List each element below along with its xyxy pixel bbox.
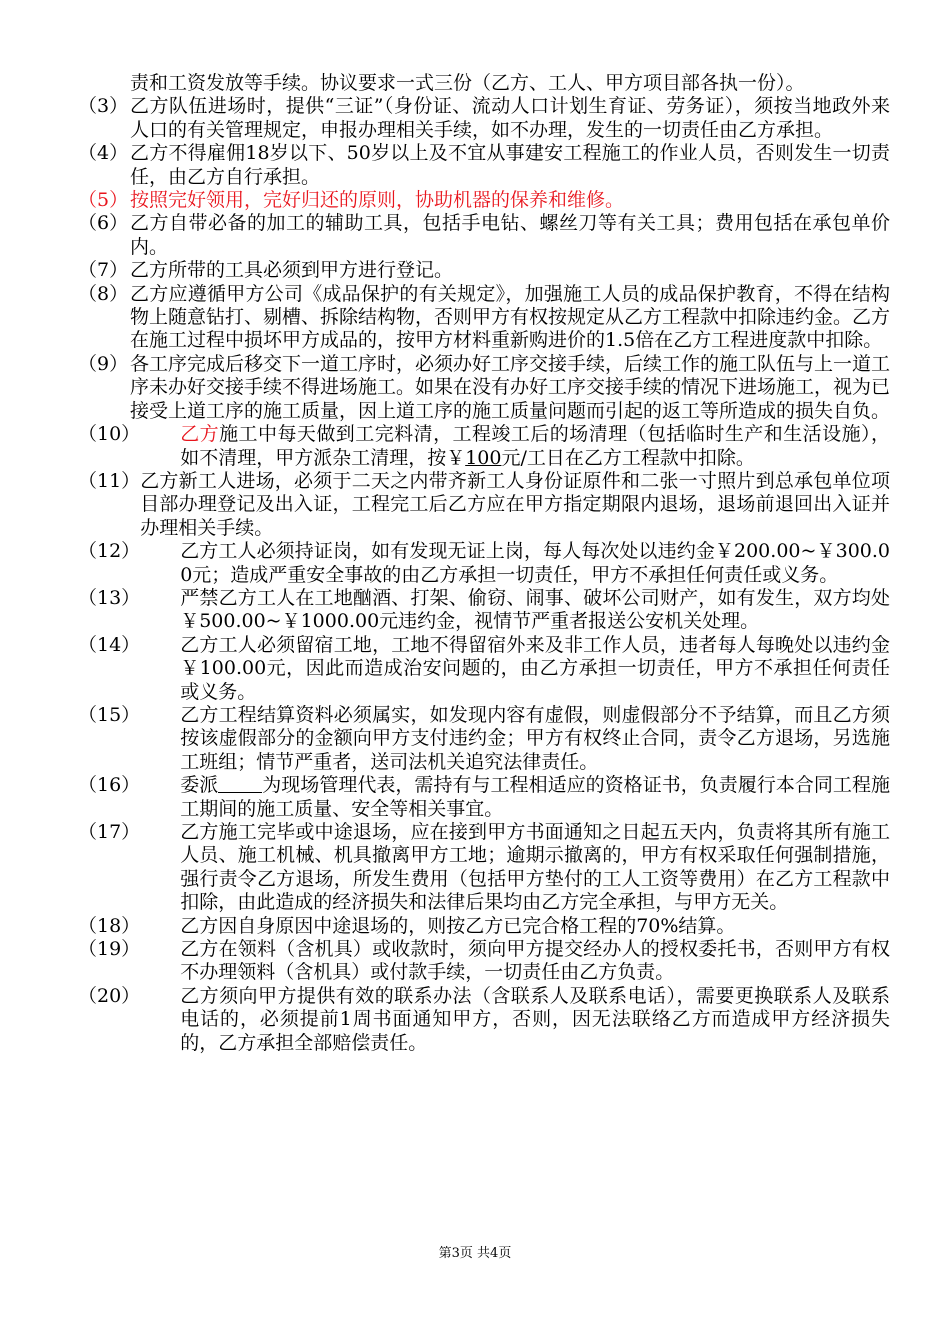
blank-underline [218, 774, 262, 793]
clause-text: 严禁乙方工人在工地酗酒、打架、偷窃、闹事、破坏公司财产，如有发生，双方均处￥500.00~￥1000.00元违约金，视情节严重者报送公安机关处理。 [180, 586, 890, 633]
clause-text: 按照完好领用，完好归还的原则，协助机器的保养和维修。 [130, 189, 625, 212]
clause-number: （8） [78, 282, 129, 305]
clause-12 [78, 540, 890, 587]
clause-number: （9） [78, 352, 129, 375]
clause-20 [78, 985, 890, 1055]
clause-text-part: 为现场管理代表，需持有与工程相适应的资格证书，负责履行本合同工程施工期间的施工质量、安全等相关事宜。 [180, 774, 890, 820]
clause-number: （5） [78, 189, 129, 212]
clause-number: （16） [78, 774, 141, 797]
clause-text [140, 774, 890, 821]
clause-15 [78, 704, 890, 774]
clause-number: （11） [78, 469, 141, 492]
clause-text-part: 元/工日在乙方工程款中扣除。 [501, 446, 755, 469]
clause-text: 乙方在领料（含机具）或收款时，须向甲方提交经办人的授权委托书，否则甲方有权不办理领料（含机具）或付款手续，一切责任由乙方负责。 [180, 938, 890, 984]
clause-number: （19） [78, 938, 141, 961]
clause-text-part: 施工中每天做到工完料清，工程竣工后的场清理（包括临时生产和生活设施），如不清理，甲方派杂工清理，按￥ [180, 423, 890, 469]
clause-list [78, 72, 890, 1055]
clause-4 [78, 142, 890, 189]
clause-number: （17） [78, 821, 141, 843]
clause-8 [78, 283, 890, 353]
clause-17 [78, 821, 890, 915]
clause-number: （15） [78, 703, 141, 726]
page-footer: 第3页 共4页 [438, 1246, 512, 1261]
clause-number: （14） [78, 633, 141, 656]
clause-text: 乙方自带必备的加工的辅助工具，包括手电钻、螺丝刀等有关工具；费用包括在承包单价内。 [130, 212, 890, 258]
clause-10 [78, 423, 890, 470]
clause-text: 乙方不得雇佣18岁以下、50岁以上及不宜从事建安工程施工的作业人员，否则发生一切责任，由乙方自行承担。 [130, 142, 890, 188]
clause-text [140, 423, 890, 470]
clause-text: 乙方工程结算资料必须属实，如发现内容有虚假，则虚假部分不予结算，而且乙方须按该虚假部分的金额向甲方支付违约金；甲方有权终止合同，责令乙方退场，另选施工班组；情节严重者，送司法机关追究法律责任。 [180, 703, 890, 773]
clause-text: 乙方新工人进场，必须于二天之内带齐新工人身份证原件和二张一寸照片到总承包单位项目部办理登记及出入证，工程完工后乙方应在甲方指定期限内退场，退场前退回出入证并办理相关手续。 [140, 469, 890, 539]
clause-13 [78, 587, 890, 634]
clause-text: 乙方工人必须留宿工地，工地不得留宿外来及非工作人员，违者每人每晚处以违约金￥100.00元，因此而造成治安问题的，由乙方承担一切责任，甲方不承担任何责任或义务。 [180, 633, 890, 703]
clause-text: 乙方应遵循甲方公司《成品保护的有关规定》，加强施工人员的成品保护教育，不得在结构物上随意钻打、剔槽、拆除结构物，否则甲方有权按规定从乙方工程款中扣除违约金。乙方在施工过程中损坏甲方成品的，按甲方材料重新购进价的1.5倍在乙方工程进度款中扣除。 [130, 282, 891, 352]
clause-number: （7） [78, 259, 129, 282]
clause-continuation: 责和工资发放等手续。协议要求一式三份（乙方、工人、甲方项目部各执一份）。 [130, 72, 805, 94]
clause-14 [78, 634, 890, 704]
clause-number: （13） [78, 586, 141, 609]
clause-9 [78, 353, 890, 423]
clause-number: （3） [78, 95, 129, 118]
clause-text: 各工序完成后移交下一道工序时，必须办好工序交接手续，后续工作的施工队伍与上一道工序未办好交接手续不得进场施工。如果在没有办好工序交接手续的情况下进场施工，视为已接受上道工序的施工质量，因上道工序的施工质量问题而引起的返工等所造成的损失自负。 [130, 352, 891, 422]
clause-text: 乙方施工完毕或中途退场，应在接到甲方书面通知之日起五天内，负责将其所有施工人员、施工机械、机具撤离甲方工地；逾期示撤离的，甲方有权采取任何强制措施，强行责令乙方退场，所发生费用（包括甲方垫付的工人工资等费用）在乙方工程款中扣除，由此造成的经济损失和法律后果均由乙方完全承担，与甲方无关。 [180, 821, 890, 914]
clause-3 [78, 95, 890, 142]
clause-text: 乙方须向甲方提供有效的联系办法（含联系人及联系电话），需要更换联系人及联系电话的，必须提前1周书面通知甲方，否则，因无法联络乙方而造成甲方经济损失的，乙方承担全部赔偿责任。 [180, 984, 890, 1054]
clause-number: （10） [78, 423, 141, 446]
clause-text: 乙方所带的工具必须到甲方进行登记。 [130, 259, 454, 282]
clause-11 [78, 470, 890, 540]
clause-5 [78, 189, 890, 212]
clause-number: （18） [78, 914, 141, 937]
clause-highlight: 乙方 [180, 423, 220, 446]
clause-19 [78, 938, 890, 985]
clause-number: （4） [78, 142, 129, 165]
clause-text: 乙方队伍进场时，提供“三证”（身份证、流动人口计划生育证、劳务证），须按当地政外来人口的有关管理规定，申报办理相关手续，如不办理，发生的一切责任由乙方承担。 [130, 95, 890, 141]
clause-number: （6） [78, 212, 129, 235]
clause-text-part: 委派 [180, 774, 219, 797]
clause-7 [78, 259, 890, 282]
clause-6 [78, 212, 890, 259]
clause-16 [78, 774, 890, 821]
clause-18 [78, 915, 890, 938]
clause-text: 乙方工人必须持证岗，如有发现无证上岗，每人每次处以违约金￥200.00~￥300.00元；造成严重安全事故的由乙方承担一切责任，甲方不承担任何责任或义务。 [180, 540, 890, 586]
clause-number: （20） [78, 984, 141, 1007]
clause-amount: 100 [465, 446, 502, 469]
clause-number: （12） [78, 540, 141, 563]
clause-text: 乙方因自身原因中途退场的，则按乙方已完合格工程的70%结算。 [180, 914, 736, 937]
